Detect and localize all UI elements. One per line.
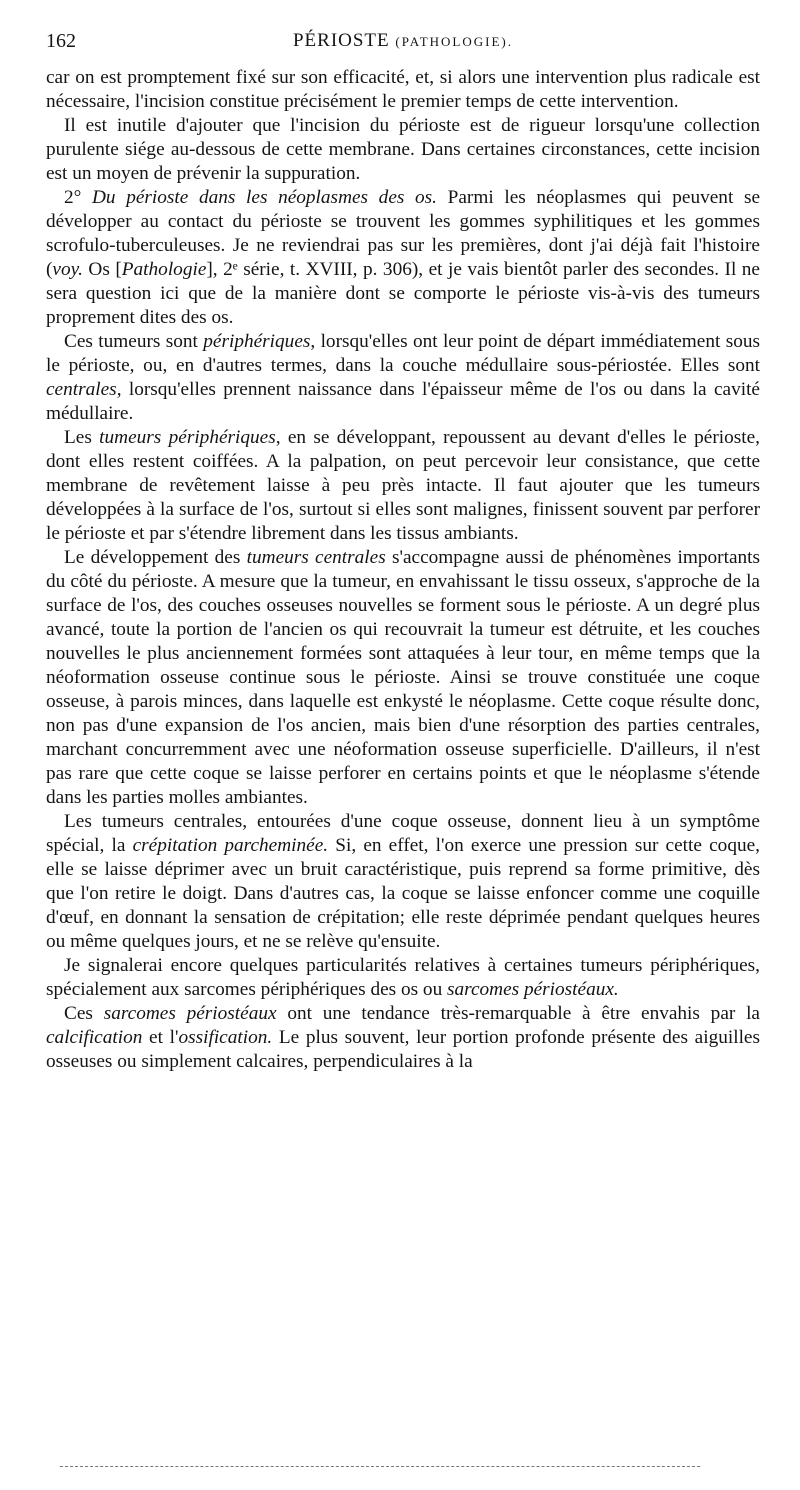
text-run: s'accompagne aussi de phénomènes importants du côté du périoste. A mesure que la tumeur, en envahissant le tissu osseux, s'approche de la surface de l'os, des couches osseuses nouvelles se forment sous le périoste. A un degré plus avancé, toute la portion de l'ancien os qui recouvrait la tumeur est détruite, et les couches nouvelles le plus anciennement formées sont attaquées à leur tour, en même temps que la néoformation osseuse continue sous le périoste. Ainsi se trouve constituée une coque osseuse, à parois minces, dans laquelle est enkysté le néoplasme. Cette coque résulte donc, non pas d'une expansion de l'os ancien, mais bien d'une résorption des parties centrales, marchant concurremment avec une néoformation osseuse superficielle. D'ailleurs, il n'est pas rare que cette coque se laisse perforer en certains points et que le néoplasme s'étende dans les parties molles ambiantes. <box>46 547 760 808</box>
text-run: car on est promptement fixé sur son efficacité, et, si alors une intervention plus radicale est nécessaire, l'incision constitue précisément le premier temps de cette intervention. <box>46 67 760 112</box>
text-run: Parmi les néoplasmes qui peuvent se développer au contact du périoste se trouvent les gommes syphilitiques et les gommes scrofulo-tuberculeuses. Je ne reviendrai pas sur les premières, dont j'ai déjà fait l'histoire ( <box>46 187 761 280</box>
italic-text: périphériques <box>203 331 311 352</box>
italic-text: Du périoste dans les néoplasmes des os. <box>92 187 437 208</box>
text-run: Les tumeurs centrales, entourées d'une coque osseuse, donnent lieu à un symptôme spécial, la <box>46 811 760 856</box>
text-run: Le développement des <box>64 547 247 568</box>
text-run: , lorsqu'elles ont leur point de départ immédiatement sous le périoste, ou, en d'autres termes, dans la couche médullaire sous-périostée. Elles sont <box>46 331 760 376</box>
running-head <box>46 26 760 66</box>
paragraph <box>46 1002 760 1074</box>
text-run: ont une tendance très-remarquable à être envahis par la <box>276 1003 760 1024</box>
italic-text: sarcomes périostéaux <box>103 1003 277 1024</box>
text-run: , en se développant, repoussent au devant d'elles le périoste, dont elles restent coiffées. A la palpation, on peut percevoir leur consistance, que cette membrane de revêtement laisse à peu près intacte. Il faut ajouter que les tumeurs développées à la surface de l'os, surtout si elles sont malignes, finissent souvent par perforer le périoste et par s'étendre librement dans les tissus ambiants. <box>46 427 760 544</box>
paragraph <box>46 66 760 114</box>
paragraph <box>46 546 760 810</box>
italic-text: sarcomes périostéaux. <box>447 979 619 1000</box>
italic-text: Pathologie <box>121 259 207 280</box>
text-run: Si, en effet, l'on exerce une pression sur cette coque, elle se laisse déprimer avec un bruit caractéristique, puis reprend sa forme primitive, dès que l'on retire le doigt. Dans d'autres cas, la coque se laisse enfoncer comme une coquille d'œuf, en donnant la sensation de crépitation; elle reste déprimée pendant quelques heures ou même quelques jours, et ne se relève qu'ensuite. <box>46 835 760 952</box>
text-run: ], 2ᵉ série, t. XVIII, p. 306), et je vais bientôt parler des secondes. Il ne sera question ici que de la manière dont se comporte le périoste vis-à-vis des tumeurs proprement dites des os. <box>46 259 760 328</box>
italic-text: tumeurs centrales <box>246 547 386 568</box>
page-number: 162 <box>46 30 76 52</box>
paragraph <box>46 186 760 330</box>
paragraph <box>46 330 760 426</box>
text-run: Ces <box>64 1003 104 1024</box>
italic-text: voy. <box>52 259 83 280</box>
text-run: et l' <box>142 1027 179 1048</box>
paragraph <box>46 114 760 186</box>
running-head-title <box>46 30 760 52</box>
italic-text: ossification. <box>178 1027 273 1048</box>
text-run: 2° <box>64 187 92 208</box>
paragraph <box>46 810 760 954</box>
running-head-main: PÉRIOSTE <box>292 30 390 51</box>
footer-rule <box>60 1466 700 1467</box>
text-run: Je signalerai encore quelques particularités relatives à certaines tumeurs périphériques, spécialement aux sarcomes périphériques des os ou <box>46 955 760 1000</box>
text-run: Ces tumeurs sont <box>64 331 204 352</box>
italic-text: tumeurs périphériques <box>99 427 276 448</box>
text-run: , lorsqu'elles prennent naissance dans l'épaisseur même de l'os ou dans la cavité médullaire. <box>46 379 760 424</box>
text-run: Le plus souvent, leur portion profonde présente des aiguilles osseuses ou simplement calcaires, perpendiculaires à la <box>46 1027 760 1072</box>
italic-text: crépitation parcheminée. <box>132 835 329 856</box>
italic-text: calcification <box>46 1027 143 1048</box>
text-run: Les <box>64 427 100 448</box>
running-head-section: (PATHOLOGIE). <box>395 34 514 49</box>
text-run: Il est inutile d'ajouter que l'incision du périoste est de rigueur lorsqu'une collection purulente siége au-dessous de cette membrane. Dans certaines circonstances, cette incision est un moyen de prévenir la suppuration. <box>46 115 760 184</box>
italic-text: centrales <box>46 379 117 400</box>
text-run: Os [ <box>82 259 122 280</box>
paragraph <box>46 426 760 546</box>
body-text <box>46 66 760 1074</box>
paragraph <box>46 954 760 1002</box>
